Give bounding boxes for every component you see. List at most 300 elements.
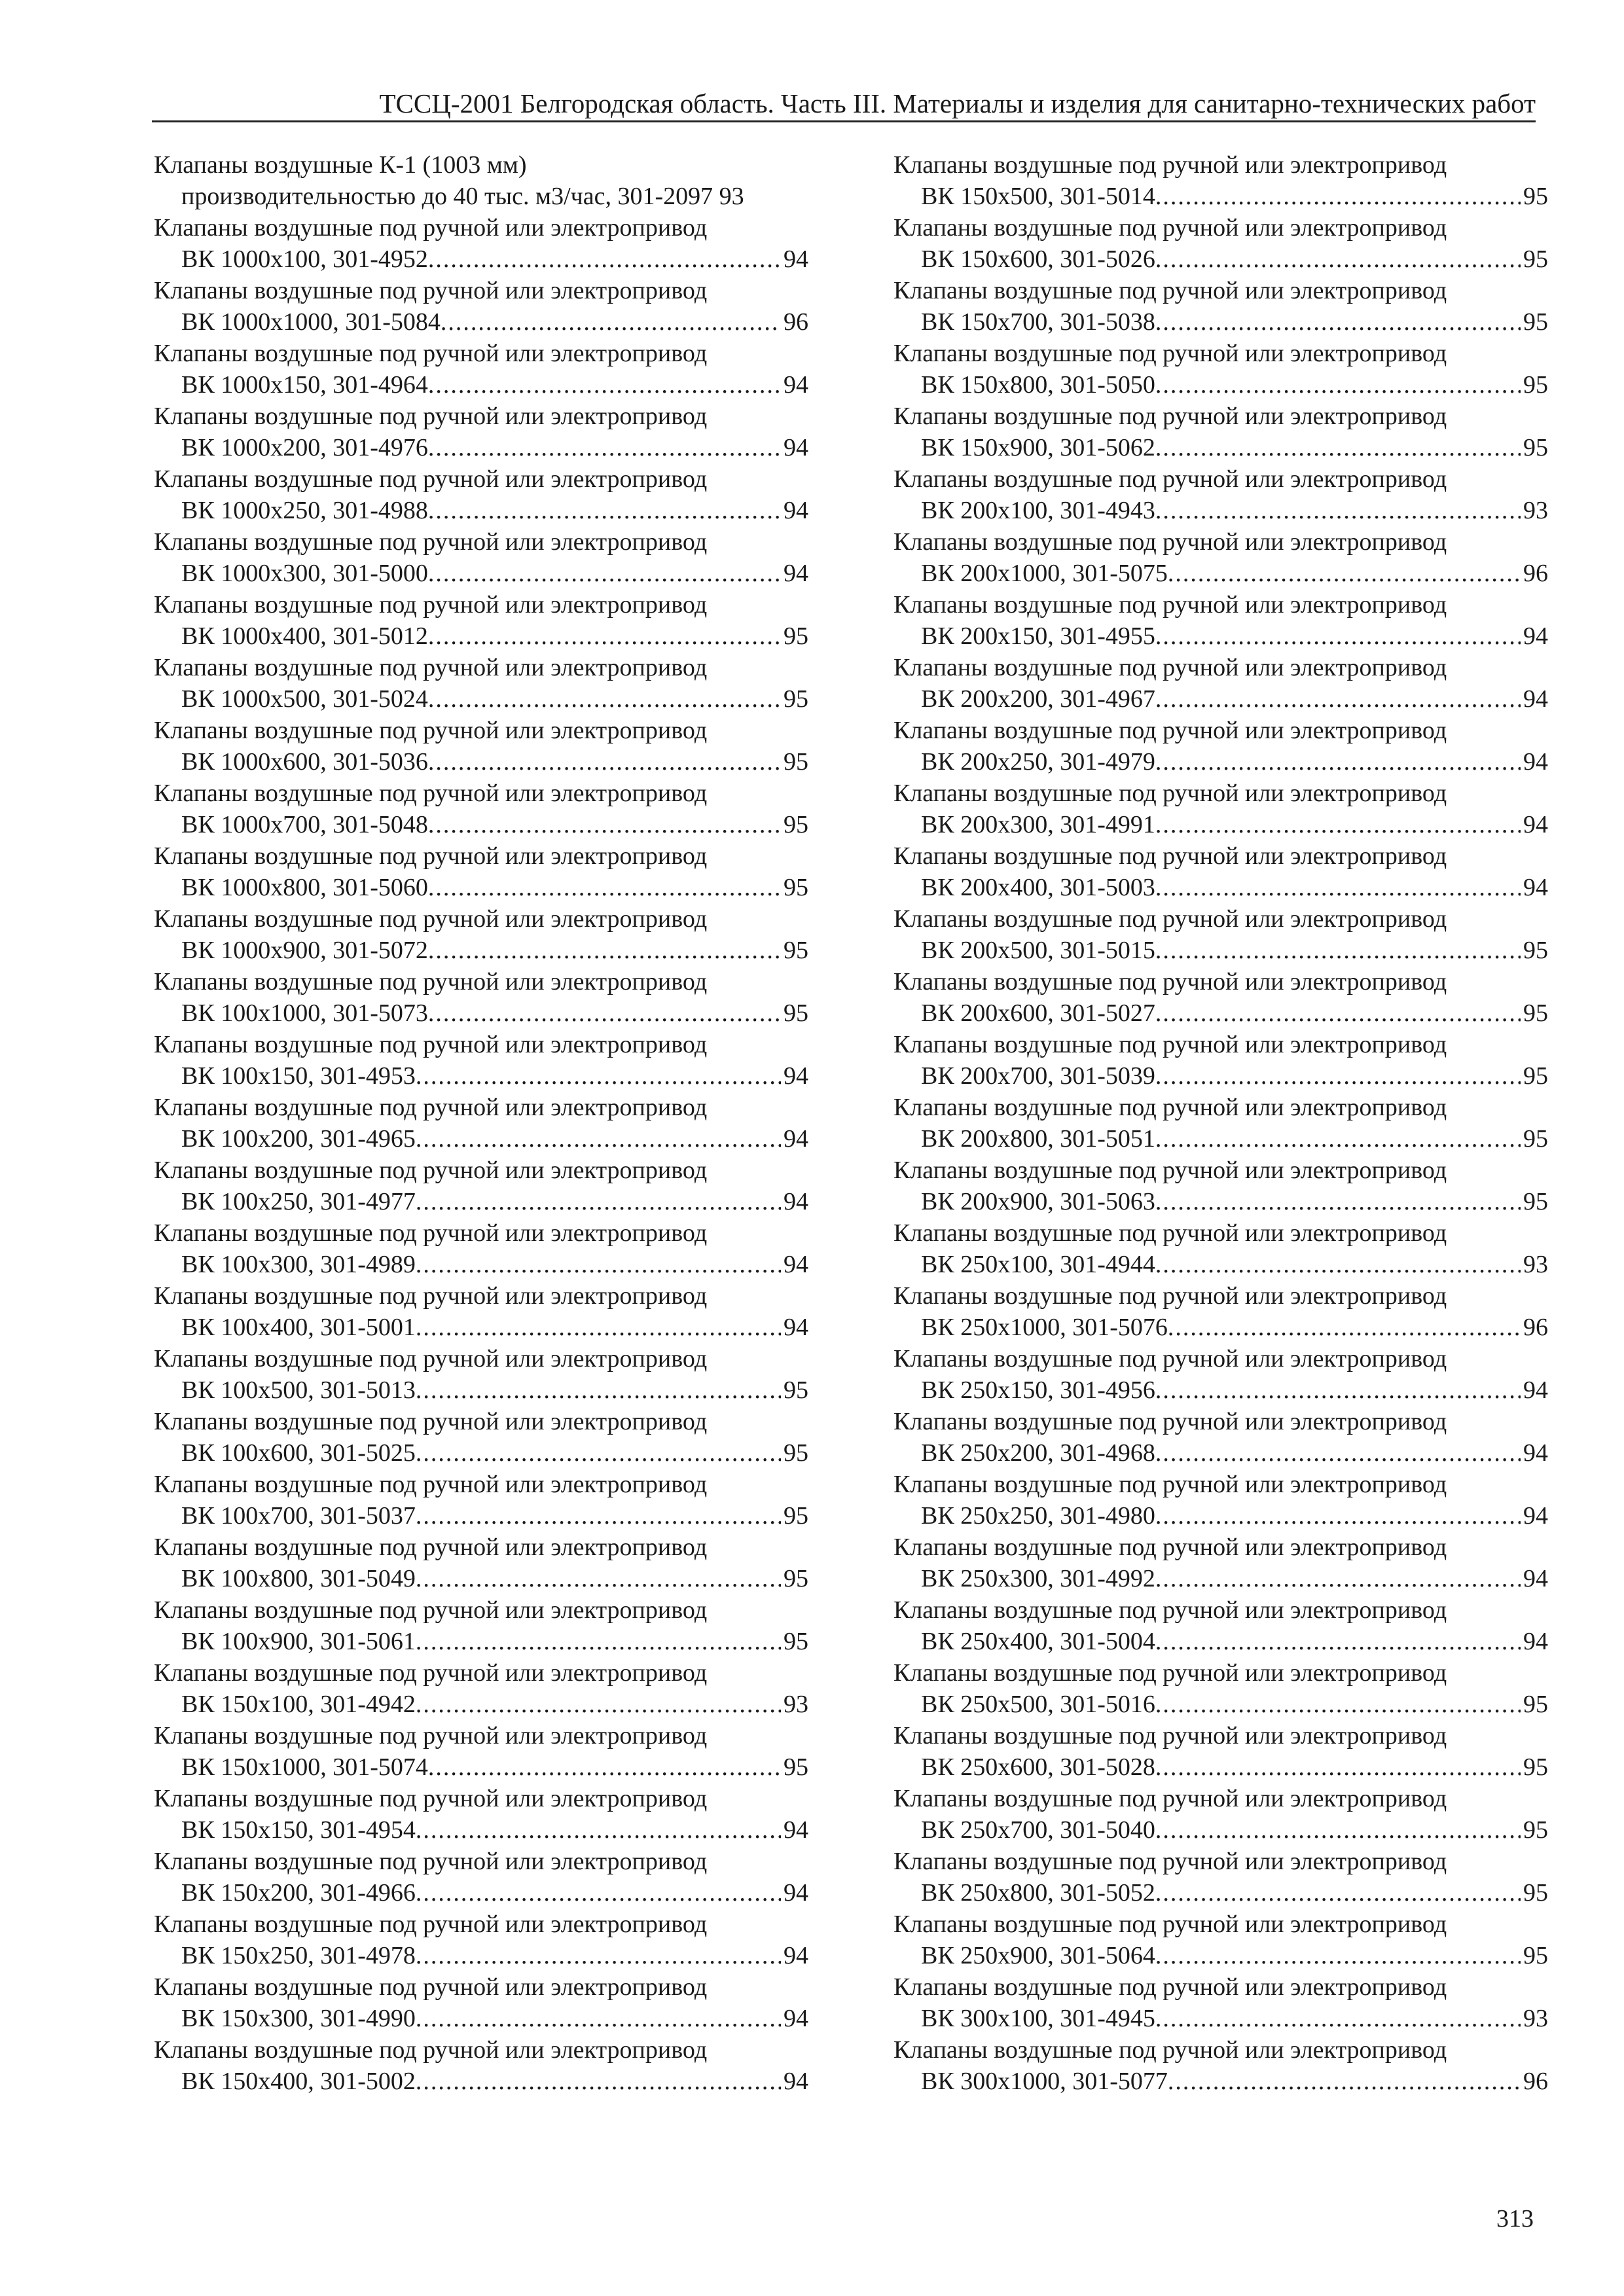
entry-page-number: 94 xyxy=(784,1062,808,1090)
dot-leader xyxy=(1168,558,1521,589)
dot-leader xyxy=(428,683,781,715)
entry-code: ВК 150х400, 301-5002 xyxy=(181,2068,416,2095)
index-entry xyxy=(154,212,808,275)
entry-code-line xyxy=(893,1186,1548,1217)
entry-page-number: 95 xyxy=(1523,1062,1548,1090)
index-entry xyxy=(154,1343,808,1406)
entry-code: ВК 150х300, 301-4990 xyxy=(181,2005,416,2032)
dot-leader xyxy=(428,432,781,463)
entry-code-line xyxy=(893,620,1548,652)
entry-code-line xyxy=(893,1249,1548,1280)
entry-title: Клапаны воздушные под ручной или электропривод xyxy=(893,591,1447,619)
entry-code-line xyxy=(893,1312,1548,1343)
entry-code-line xyxy=(154,1123,808,1155)
entry-code: ВК 1000х600, 301-5036 xyxy=(181,748,428,776)
index-entry xyxy=(893,1783,1548,1846)
index-entry xyxy=(154,526,808,589)
index-column-right xyxy=(893,149,1548,2097)
dot-leader xyxy=(428,495,781,526)
entry-page-number: 94 xyxy=(1523,1628,1548,1655)
index-entry xyxy=(154,1406,808,1469)
dot-leader xyxy=(1155,1814,1521,1846)
entry-code-line xyxy=(154,1751,808,1783)
entry-code-line xyxy=(154,243,808,275)
entry-title: Клапаны воздушные под ручной или электропривод xyxy=(893,842,1447,870)
entry-code: ВК 250х150, 301-4956 xyxy=(921,1376,1155,1404)
entry-page-number: 95 xyxy=(784,811,808,838)
entry-code: ВК 200х600, 301-5027 xyxy=(921,999,1155,1027)
dot-leader xyxy=(1155,369,1521,401)
entry-code: ВК 250х300, 301-4992 xyxy=(921,1565,1155,1592)
dot-leader xyxy=(428,558,781,589)
dot-leader xyxy=(1155,1940,1521,1971)
entry-code-line xyxy=(893,1877,1548,1909)
entry-page-number: 95 xyxy=(784,1439,808,1467)
index-entry xyxy=(893,903,1548,966)
entry-code-line xyxy=(154,1249,808,1280)
entry-page-number: 95 xyxy=(784,874,808,901)
entry-page-number: 93 xyxy=(784,1691,808,1718)
entry-code: ВК 200х250, 301-4979 xyxy=(921,748,1155,776)
dot-leader xyxy=(441,306,781,338)
index-entry xyxy=(154,1217,808,1280)
entry-page-number: 94 xyxy=(1523,622,1548,650)
entry-code-line xyxy=(154,1500,808,1532)
entry-page-number: 95 xyxy=(1523,999,1548,1027)
entry-page-number: 95 xyxy=(1523,1188,1548,1215)
dot-leader xyxy=(428,1751,781,1783)
index-entry xyxy=(154,1155,808,1217)
entry-title: Клапаны воздушные под ручной или электропривод xyxy=(893,1848,1447,1875)
index-entry xyxy=(893,1092,1548,1155)
entry-title: Клапаны воздушные под ручной или электропривод xyxy=(893,1659,1447,1687)
entry-title: Клапаны воздушные под ручной или электропривод xyxy=(154,842,708,870)
index-entry xyxy=(154,1846,808,1909)
entry-title: Клапаны воздушные под ручной или электропривод xyxy=(893,1282,1447,1310)
entry-page-number: 95 xyxy=(784,1753,808,1781)
entry-title: Клапаны воздушные под ручной или электропривод xyxy=(893,2036,1447,2064)
entry-page-number: 95 xyxy=(784,622,808,650)
entry-title: Клапаны воздушные под ручной или электропривод xyxy=(893,465,1447,493)
entry-page-number: 95 xyxy=(784,1565,808,1592)
index-entry xyxy=(154,1280,808,1343)
entry-page-number: 94 xyxy=(784,1314,808,1341)
entry-code-line xyxy=(154,683,808,715)
entry-code: ВК 100х200, 301-4965 xyxy=(181,1125,416,1153)
index-entry xyxy=(154,1720,808,1783)
index-entry xyxy=(154,1594,808,1657)
entry-title: Клапаны воздушные под ручной или электропривод xyxy=(893,654,1447,681)
index-entry xyxy=(893,1343,1548,1406)
entry-code-line xyxy=(893,432,1548,463)
entry-page-number: 94 xyxy=(1523,685,1548,713)
entry-code-line xyxy=(154,872,808,903)
entry-title: Клапаны воздушные под ручной или электропривод xyxy=(893,905,1447,933)
entry-code-line xyxy=(154,809,808,840)
entry-code: ВК 150х150, 301-4954 xyxy=(181,1816,416,1844)
entry-title: Клапаны воздушные под ручной или электропривод xyxy=(893,1596,1447,1624)
dot-leader xyxy=(416,1123,781,1155)
entry-code: ВК 200х500, 301-5015 xyxy=(921,937,1155,964)
entry-page-number: 94 xyxy=(784,2068,808,2095)
index-column-left xyxy=(154,149,808,2097)
dot-leader xyxy=(1155,809,1521,840)
entry-title: Клапаны воздушные под ручной или электропривод xyxy=(893,717,1447,744)
index-entry xyxy=(893,2034,1548,2097)
entry-page-number: 94 xyxy=(784,1816,808,1844)
entry-code: ВК 1000х300, 301-5000 xyxy=(181,560,428,587)
index-entry xyxy=(893,401,1548,463)
entry-code: ВК 150х800, 301-5050 xyxy=(921,371,1155,399)
entry-title: Клапаны воздушные под ручной или электропривод xyxy=(154,214,708,242)
entry-page-number: 95 xyxy=(1523,371,1548,399)
entry-code: ВК 200х800, 301-5051 xyxy=(921,1125,1155,1153)
dot-leader xyxy=(416,2066,781,2097)
dot-leader xyxy=(1155,1500,1521,1532)
entry-page-number: 93 xyxy=(1523,1251,1548,1278)
dot-leader xyxy=(416,1940,781,1971)
dot-leader xyxy=(1155,495,1521,526)
entry-code-line xyxy=(893,746,1548,778)
entry-title: Клапаны воздушные под ручной или электропривод xyxy=(154,277,708,304)
index-entry xyxy=(154,338,808,401)
entry-title: Клапаны воздушные под ручной или электропривод xyxy=(154,1408,708,1435)
index-entry xyxy=(154,1532,808,1594)
entry-code: ВК 200х200, 301-4967 xyxy=(921,685,1155,713)
dot-leader xyxy=(1155,2003,1521,2034)
entry-code: ВК 100х600, 301-5025 xyxy=(181,1439,416,1467)
entry-page-number: 94 xyxy=(784,245,808,273)
dot-leader xyxy=(416,1060,781,1092)
entry-code: ВК 250х600, 301-5028 xyxy=(921,1753,1155,1781)
dot-leader xyxy=(1168,2066,1521,2097)
dot-leader xyxy=(416,1814,781,1846)
entry-title: Клапаны воздушные под ручной или электропривод xyxy=(154,1471,708,1498)
index-entry xyxy=(154,589,808,652)
entry-code-line xyxy=(893,558,1548,589)
entry-code: ВК 250х500, 301-5016 xyxy=(921,1691,1155,1718)
entry-page-number: 96 xyxy=(1523,1314,1548,1341)
entry-page-number: 94 xyxy=(1523,811,1548,838)
dot-leader xyxy=(1155,181,1521,212)
entry-code: ВК 200х900, 301-5063 xyxy=(921,1188,1155,1215)
entry-page-number: 94 xyxy=(784,560,808,587)
entry-code: ВК 1000х100, 301-4952 xyxy=(181,245,428,273)
dot-leader xyxy=(1155,1877,1521,1909)
entry-page-number: 94 xyxy=(784,2005,808,2032)
index-entry xyxy=(154,275,808,338)
entry-page-number: 95 xyxy=(1523,1942,1548,1969)
index-entry xyxy=(893,1594,1548,1657)
entry-code-line xyxy=(893,495,1548,526)
entry-page-number: 95 xyxy=(1523,1125,1548,1153)
entry-title: Клапаны воздушные под ручной или электропривод xyxy=(893,1094,1447,1121)
entry-title: Клапаны воздушные под ручной или электропривод xyxy=(154,1031,708,1058)
index-entry xyxy=(893,212,1548,275)
entry-code-line xyxy=(893,1500,1548,1532)
index-entry xyxy=(893,1532,1548,1594)
index-entry xyxy=(893,840,1548,903)
index-entry xyxy=(154,1783,808,1846)
entry-code-line xyxy=(154,746,808,778)
entry-code-line xyxy=(154,1877,808,1909)
entry-code: ВК 100х700, 301-5037 xyxy=(181,1502,416,1530)
entry-code-line xyxy=(893,1814,1548,1846)
entry-title: Клапаны воздушные под ручной или электропривод xyxy=(893,403,1447,430)
entry-code-line xyxy=(893,306,1548,338)
index-entry xyxy=(154,1657,808,1720)
entry-code-line xyxy=(154,558,808,589)
entry-title: Клапаны воздушные под ручной или электропривод xyxy=(154,905,708,933)
entry-code-line xyxy=(893,1940,1548,1971)
header-title: ТССЦ-2001 Белгородская область. Часть III. Материалы и изделия для санитарно-технических работ xyxy=(379,88,1536,118)
entry-title: Клапаны воздушные под ручной или электропривод xyxy=(154,2036,708,2064)
entry-code: ВК 1000х1000, 301-5084 xyxy=(181,308,441,336)
index-entry xyxy=(893,1029,1548,1092)
entry-page-number: 94 xyxy=(784,1188,808,1215)
entry-code-line xyxy=(154,1940,808,1971)
dot-leader xyxy=(416,1626,781,1657)
entry-code-line xyxy=(154,1374,808,1406)
entry-code: ВК 100х1000, 301-5073 xyxy=(181,999,428,1027)
dot-leader xyxy=(1155,1563,1521,1594)
entry-page-number: 95 xyxy=(1523,183,1548,210)
entry-code: ВК 300х100, 301-4945 xyxy=(921,2005,1155,2032)
dot-leader xyxy=(416,1689,781,1720)
entry-code-line xyxy=(154,1814,808,1846)
dot-leader xyxy=(1155,1626,1521,1657)
dot-leader xyxy=(1155,243,1521,275)
entry-title: Клапаны воздушные под ручной или электропривод xyxy=(154,1659,708,1687)
index-entry xyxy=(154,2034,808,2097)
entry-code: ВК 200х300, 301-4991 xyxy=(921,811,1155,838)
entry-title: Клапаны воздушные под ручной или электропривод xyxy=(154,591,708,619)
entry-title: Клапаны воздушные под ручной или электропривод xyxy=(893,1722,1447,1749)
entry-code: ВК 250х100, 301-4944 xyxy=(921,1251,1155,1278)
entry-title: Клапаны воздушные под ручной или электропривод xyxy=(154,1345,708,1372)
entry-page-number: 94 xyxy=(784,1125,808,1153)
entry-code: ВК 250х800, 301-5052 xyxy=(921,1879,1155,1907)
dot-leader xyxy=(428,746,781,778)
entry-title: Клапаны воздушные К-1 (1003 мм) xyxy=(154,151,527,179)
entry-title: Клапаны воздушные под ручной или электропривод xyxy=(154,717,708,744)
dot-leader xyxy=(1155,1060,1521,1092)
entry-page-number: 94 xyxy=(1523,748,1548,776)
index-entry xyxy=(893,1280,1548,1343)
entry-title: Клапаны воздушные под ручной или электропривод xyxy=(154,1219,708,1247)
entry-page-number: 96 xyxy=(1523,2068,1548,2095)
entry-code-line xyxy=(154,2003,808,2034)
index-entry xyxy=(154,1092,808,1155)
dot-leader xyxy=(1155,1689,1521,1720)
index-entry xyxy=(893,1846,1548,1909)
entry-title: Клапаны воздушные под ручной или электропривод xyxy=(154,1534,708,1561)
index-entry xyxy=(893,715,1548,778)
index-entry xyxy=(893,338,1548,401)
entry-title: Клапаны воздушные под ручной или электропривод xyxy=(893,1031,1447,1058)
dot-leader xyxy=(428,809,781,840)
entry-code-line xyxy=(893,809,1548,840)
entry-code: ВК 200х1000, 301-5075 xyxy=(921,560,1168,587)
entry-title: Клапаны воздушные под ручной или электропривод xyxy=(154,1785,708,1812)
index-entry xyxy=(893,652,1548,715)
entry-code: ВК 150х1000, 301-5074 xyxy=(181,1753,428,1781)
entry-subtitle: производительностью до 40 тыс. м3/час, 301-2097 93 xyxy=(181,183,744,210)
dot-leader xyxy=(1155,997,1521,1029)
entry-title: Клапаны воздушные под ручной или электропривод xyxy=(154,1848,708,1875)
entry-title: Клапаны воздушные под ручной или электропривод xyxy=(893,968,1447,996)
entry-code-line xyxy=(893,935,1548,966)
dot-leader xyxy=(416,1249,781,1280)
entry-page-number: 94 xyxy=(784,371,808,399)
entry-title: Клапаны воздушные под ручной или электропривод xyxy=(154,1157,708,1184)
entry-code-line xyxy=(893,1626,1548,1657)
entry-page-number: 95 xyxy=(1523,308,1548,336)
entry-title: Клапаны воздушные под ручной или электропривод xyxy=(893,780,1447,807)
dot-leader xyxy=(416,1500,781,1532)
entry-page-number: 96 xyxy=(1523,560,1548,587)
entry-title: Клапаны воздушные под ручной или электропривод xyxy=(154,1910,708,1938)
entry-title: Клапаны воздушные под ручной или электропривод xyxy=(893,1785,1447,1812)
entry-title: Клапаны воздушные под ручной или электропривод xyxy=(154,1722,708,1749)
entry-code-line xyxy=(154,1437,808,1469)
entry-code: ВК 150х250, 301-4978 xyxy=(181,1942,416,1969)
entry-code-line xyxy=(893,1751,1548,1783)
dot-leader xyxy=(416,1877,781,1909)
entry-code-line xyxy=(154,620,808,652)
entry-title: Клапаны воздушные под ручной или электропривод xyxy=(154,528,708,556)
index-entry xyxy=(893,1469,1548,1532)
dot-leader xyxy=(1155,935,1521,966)
entry-code: ВК 1000х500, 301-5024 xyxy=(181,685,428,713)
entry-page-number: 95 xyxy=(784,685,808,713)
entry-code: ВК 250х700, 301-5040 xyxy=(921,1816,1155,1844)
index-entry xyxy=(893,1657,1548,1720)
entry-code: ВК 100х900, 301-5061 xyxy=(181,1628,416,1655)
dot-leader xyxy=(428,620,781,652)
entry-title: Клапаны воздушные под ручной или электропривод xyxy=(893,1219,1447,1247)
dot-leader xyxy=(428,369,781,401)
entry-title: Клапаны воздушные под ручной или электропривод xyxy=(893,1345,1447,1372)
dot-leader xyxy=(1155,1751,1521,1783)
entry-code-line xyxy=(893,997,1548,1029)
entry-code-line xyxy=(154,2066,808,2097)
dot-leader xyxy=(416,1186,781,1217)
entry-code-line xyxy=(154,1626,808,1657)
dot-leader xyxy=(1155,1374,1521,1406)
dot-leader xyxy=(1155,432,1521,463)
entry-title: Клапаны воздушные под ручной или электропривод xyxy=(154,465,708,493)
entry-title: Клапаны воздушные под ручной или электропривод xyxy=(893,1910,1447,1938)
entry-title: Клапаны воздушные под ручной или электропривод xyxy=(154,1596,708,1624)
index-entry xyxy=(154,840,808,903)
page-number: 313 xyxy=(1496,2205,1534,2233)
entry-code-line xyxy=(154,935,808,966)
entry-code: ВК 200х700, 301-5039 xyxy=(921,1062,1155,1090)
page-header xyxy=(152,86,1536,122)
entry-code: ВК 1000х200, 301-4976 xyxy=(181,434,428,461)
entry-code: ВК 100х400, 301-5001 xyxy=(181,1314,416,1341)
index-entry xyxy=(893,1155,1548,1217)
entry-code-line xyxy=(893,872,1548,903)
entry-code: ВК 1000х150, 301-4964 xyxy=(181,371,428,399)
entry-page-number: 95 xyxy=(784,937,808,964)
entry-page-number: 94 xyxy=(784,1942,808,1969)
index-entry xyxy=(154,652,808,715)
entry-code: ВК 250х250, 301-4980 xyxy=(921,1502,1155,1530)
entry-code-line xyxy=(154,1186,808,1217)
entry-page-number: 94 xyxy=(1523,874,1548,901)
entry-code: ВК 100х800, 301-5049 xyxy=(181,1565,416,1592)
dot-leader xyxy=(428,243,781,275)
entry-code: ВК 250х400, 301-5004 xyxy=(921,1628,1155,1655)
entry-code-line xyxy=(893,1437,1548,1469)
entry-page-number: 94 xyxy=(1523,1502,1548,1530)
entry-title: Клапаны воздушные под ручной или электропривод xyxy=(893,1534,1447,1561)
dot-leader xyxy=(416,1563,781,1594)
index-entry xyxy=(154,903,808,966)
index-entry xyxy=(154,1469,808,1532)
dot-leader xyxy=(428,997,781,1029)
entry-title: Клапаны воздушные под ручной или электропривод xyxy=(154,403,708,430)
entry-title: Клапаны воздушные под ручной или электропривод xyxy=(154,1973,708,2001)
index-entry xyxy=(154,149,808,212)
entry-code: ВК 200х100, 301-4943 xyxy=(921,497,1155,524)
entry-title: Клапаны воздушные под ручной или электропривод xyxy=(154,654,708,681)
entry-page-number: 95 xyxy=(1523,245,1548,273)
entry-page-number: 95 xyxy=(784,1376,808,1404)
entry-code: ВК 1000х250, 301-4988 xyxy=(181,497,428,524)
index-entry xyxy=(893,589,1548,652)
index-entry xyxy=(154,778,808,840)
entry-title: Клапаны воздушные под ручной или электропривод xyxy=(154,1282,708,1310)
entry-code-line xyxy=(154,1060,808,1092)
entry-code: ВК 250х900, 301-5064 xyxy=(921,1942,1155,1969)
entry-page-number: 95 xyxy=(784,999,808,1027)
dot-leader xyxy=(1155,1249,1521,1280)
entry-code: ВК 100х150, 301-4953 xyxy=(181,1062,416,1090)
entry-code-line xyxy=(893,1060,1548,1092)
entry-page-number: 95 xyxy=(784,1628,808,1655)
entry-code: ВК 100х300, 301-4989 xyxy=(181,1251,416,1278)
index-entry xyxy=(154,463,808,526)
dot-leader xyxy=(1155,306,1521,338)
index-entry xyxy=(893,1406,1548,1469)
entry-title: Клапаны воздушные под ручной или электропривод xyxy=(893,151,1447,179)
entry-title: Клапаны воздушные под ручной или электропривод xyxy=(893,528,1447,556)
index-entry xyxy=(893,149,1548,212)
dot-leader xyxy=(1168,1312,1521,1343)
entry-code-line xyxy=(154,369,808,401)
entry-code-line xyxy=(893,1689,1548,1720)
index-entry xyxy=(893,1909,1548,1971)
index-entry xyxy=(154,966,808,1029)
index-entry xyxy=(154,401,808,463)
dot-leader xyxy=(428,872,781,903)
entry-code: ВК 250х1000, 301-5076 xyxy=(921,1314,1168,1341)
index-entry xyxy=(893,1217,1548,1280)
entry-page-number: 95 xyxy=(1523,1816,1548,1844)
entry-code: ВК 150х200, 301-4966 xyxy=(181,1879,416,1907)
entry-page-number: 94 xyxy=(1523,1565,1548,1592)
entry-title: Клапаны воздушные под ручной или электропривод xyxy=(893,214,1447,242)
dot-leader xyxy=(416,2003,781,2034)
entry-page-number: 95 xyxy=(1523,1753,1548,1781)
entry-title: Клапаны воздушные под ручной или электропривод xyxy=(893,1408,1447,1435)
index-entry xyxy=(893,778,1548,840)
entry-code-line xyxy=(893,683,1548,715)
entry-page-number: 94 xyxy=(784,1879,808,1907)
